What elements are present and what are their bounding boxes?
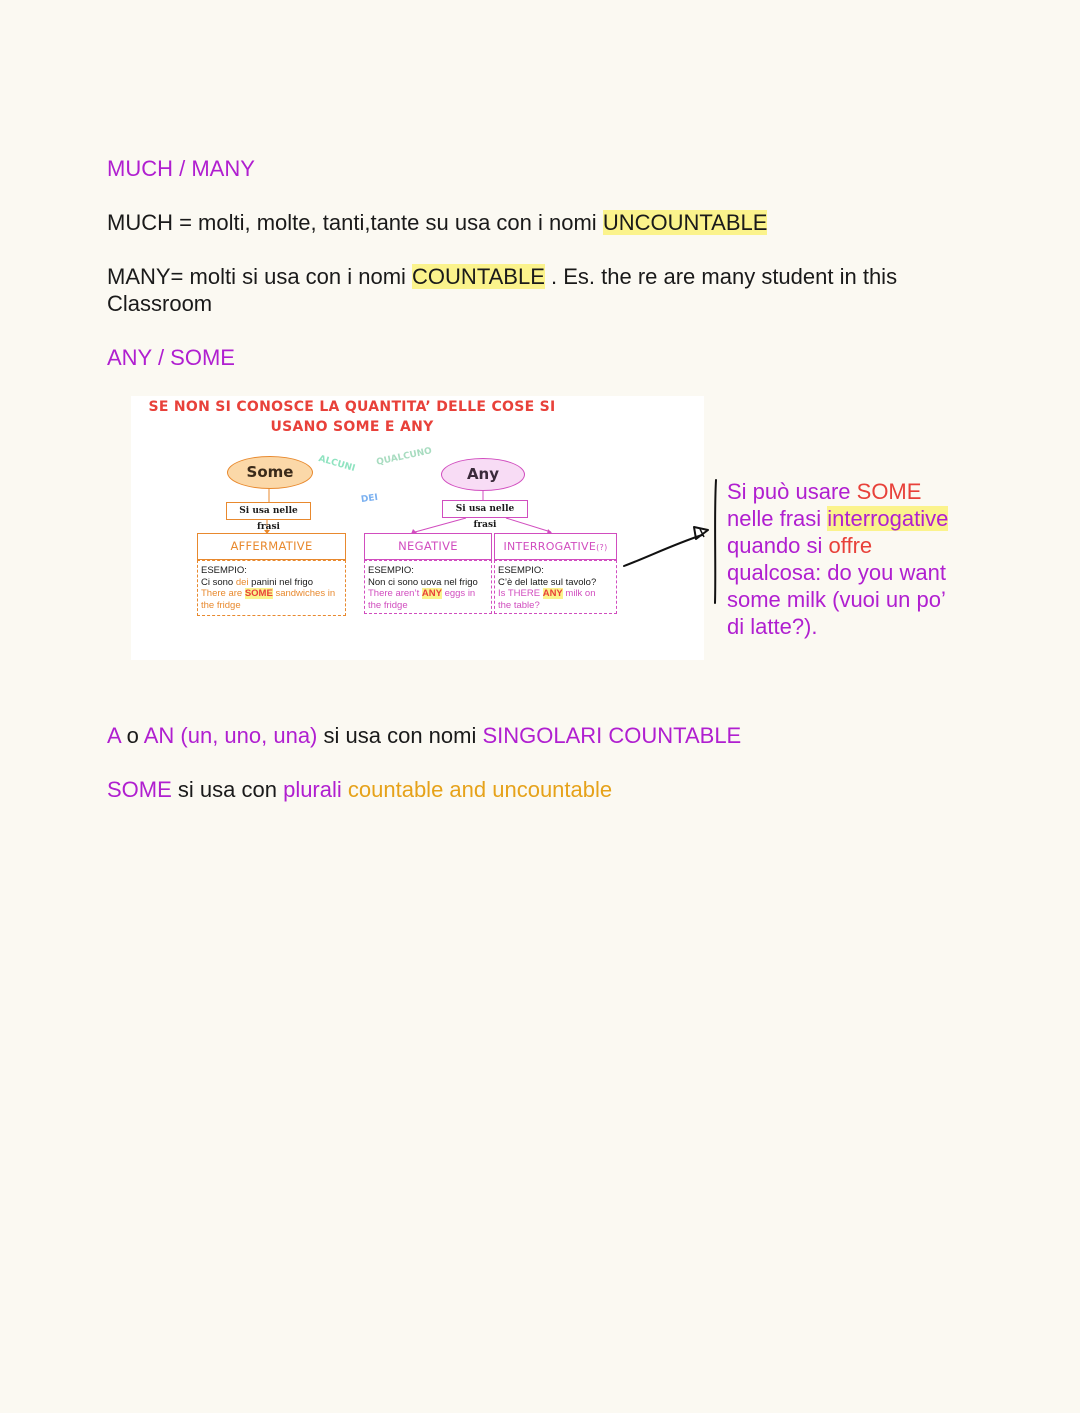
aff-en-post: sandwiches in — [272, 588, 336, 599]
affermative-example — [197, 560, 346, 616]
an-word: AN (un, uno, una) — [143, 723, 318, 748]
int-en-pre: Is THERE — [498, 588, 543, 599]
some-word: SOME — [107, 777, 172, 802]
side-l2-pre: nelle frasi — [727, 506, 828, 531]
diagram-title-line2: USANO SOME E ANY — [270, 419, 434, 435]
neg-en-hl: ANY — [421, 588, 442, 599]
countable-uncountable: countable and uncountable — [341, 777, 613, 802]
interrogative-italian: C’è del latte sul tavolo? — [498, 576, 597, 588]
interrogative-label: INTERROGATIVE — [503, 540, 597, 553]
interrogative-suffix: (?) — [596, 543, 608, 552]
aff-it-hl: dei — [235, 576, 249, 588]
aff-it-post: panini nel frigo — [248, 576, 313, 588]
aff-en-pre: There are — [201, 588, 245, 599]
any-some-title: ANY / SOME — [107, 345, 235, 370]
affermative-english — [201, 588, 342, 600]
o-word: o — [120, 723, 144, 748]
singolari-countable: SINGOLARI COUNTABLE — [482, 723, 742, 748]
much-many-title: MUCH / MANY — [107, 156, 255, 181]
side-line-4: qualcosa: do you want — [727, 560, 946, 585]
diagram-title-line1: SE NON SI CONOSCE LA QUANTITA’ DELLE COSE SI — [148, 399, 556, 415]
much-definition — [107, 209, 767, 236]
negative-english — [368, 588, 488, 600]
side-line-3 — [727, 532, 948, 559]
side-l1-pre: Si può usare — [727, 479, 857, 504]
side-line-2 — [727, 505, 948, 532]
some-usage-box: Si usa nelle frasi — [226, 502, 311, 520]
side-note — [727, 478, 948, 640]
interrogative-english — [498, 588, 613, 600]
some-line — [107, 776, 612, 803]
any-oval: Any — [441, 458, 525, 491]
any-usage-box: Si usa nelle frasi — [442, 500, 528, 518]
many-continuation: Classroom — [107, 291, 213, 316]
interrogative-english-cont: the table? — [498, 599, 540, 611]
some-any-diagram — [131, 396, 704, 660]
some-oval: Some — [227, 456, 313, 489]
side-l3-offre: offre — [828, 533, 873, 558]
interrogative-box — [494, 533, 617, 560]
many-definition — [107, 263, 897, 290]
many-example: . Es. the re are many student in this — [544, 264, 898, 289]
interrogative-example — [494, 560, 617, 614]
qualcuno-label: QUALCUNO — [375, 446, 433, 468]
a-word: A — [107, 723, 121, 748]
affermative-english-cont: the fridge — [201, 599, 241, 611]
plurali-word: plurali — [283, 777, 342, 802]
int-en-hl: ANY — [542, 588, 563, 599]
affermative-box: AFFERMATIVE — [197, 533, 346, 560]
handwritten-arrow — [620, 475, 725, 610]
side-l2-hl: interrogative — [827, 506, 949, 531]
aff-en-hl: SOME — [244, 588, 273, 599]
neg-en-pre: There aren’t — [368, 588, 422, 599]
diagram-connectors — [131, 396, 704, 660]
aff-it-pre: Ci sono — [201, 576, 236, 588]
side-l3-pre: quando si — [727, 533, 829, 558]
countable-highlight: COUNTABLE — [412, 264, 545, 289]
alcuni-label: ALCUNI — [317, 454, 357, 474]
affermative-esempio: ESEMPIO: — [201, 565, 247, 576]
uncountable-highlight: UNCOUNTABLE — [602, 210, 768, 235]
negative-box: NEGATIVE — [364, 533, 492, 560]
a-an-line — [107, 722, 741, 749]
side-line-6: di latte?). — [727, 614, 818, 639]
dei-label: DEI — [360, 492, 379, 506]
negative-example — [364, 560, 492, 614]
negative-english-cont: the fridge — [368, 599, 408, 611]
some-mid: si usa con — [171, 777, 284, 802]
int-en-post: milk on — [562, 588, 596, 599]
a-an-mid: si usa con nomi — [317, 723, 483, 748]
affermative-italian — [201, 577, 342, 589]
side-l1-some: SOME — [856, 479, 922, 504]
side-line-5: some milk (vuoi un po’ — [727, 587, 946, 612]
much-text: MUCH = molti, molte, tanti,tante su usa con i nomi — [107, 210, 603, 235]
negative-italian: Non ci sono uova nel frigo — [368, 576, 478, 588]
many-text: MANY= molti si usa con i nomi — [107, 264, 413, 289]
side-line-1 — [727, 478, 948, 505]
neg-en-post: eggs in — [441, 588, 476, 599]
negative-esempio: ESEMPIO: — [368, 565, 414, 576]
interrogative-esempio: ESEMPIO: — [498, 565, 544, 576]
